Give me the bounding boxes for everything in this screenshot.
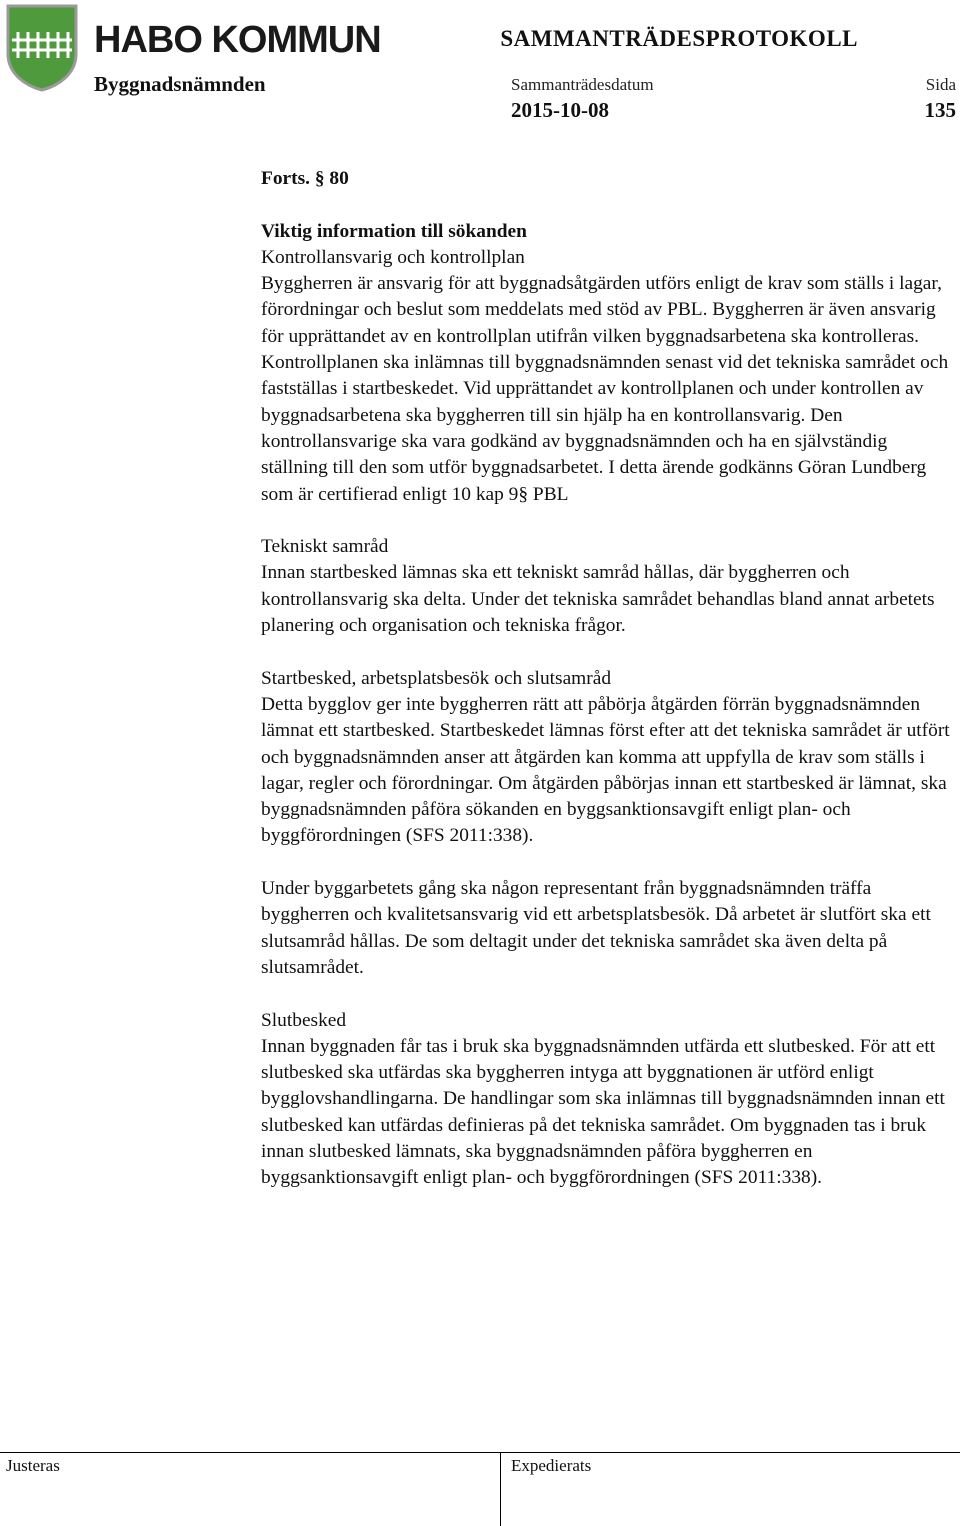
continuation-label: Forts. § 80 [261,168,349,189]
page-label: Sida [925,75,956,94]
section-title: Slutbesked [261,1009,347,1031]
section-paragraph: Byggherren är ansvarig för att byggnadsåtgärden utförs enligt de krav som ställs i lagar, förordningar och beslut som meddelats med stöd av PBL. Byggherren är även ansvarig för upprättandet av en kontrollplan utifrån vilken byggnadsarbetena ska kontrolleras. Kontrollplanen ska inlämnas till byggnadsnämnden senast vid det tekniska samrådet och fastställas i startbeskedet. Vid upprättandet av kontrollplanen och under kontrollen av byggnadsarbetena ska byggherren till sin hjälp ha en kontrollansvarig. Den kontrollansvarige ska vara godkänd av byggnadsnämnden och ha en självständig ställning till den som utför byggnadsarbetet. I detta ärende godkänns Göran Lundberg som är certifierad enligt 10 kap 9§ PBL [261,273,949,505]
section-title: Startbesked, arbetsplatsbesök och slutsamråd [261,667,612,689]
section-paragraph: Innan startbesked lämnas ska ett tekniskt samråd hållas, där byggherren och kontrollansvarig ska delta. Under det tekniska samrådet behandlas bland annat arbetets planering och organisation och tekniska frågor. [261,562,935,637]
section-title: Kontrollansvarig och kontrollplan [261,246,525,268]
page-number: 135 [924,98,956,122]
brand-name: HABO KOMMUN [94,19,381,61]
meeting-date-value: 2015-10-08 [511,98,609,122]
footer-rule [0,1452,960,1453]
habo-coat-of-arms-icon [6,4,78,92]
meeting-date-label: Sammanträdesdatum [511,75,654,94]
document-type: SAMMANTRÄDESPROTOKOLL [500,26,858,51]
section-paragraph: Innan byggnaden får tas i bruk ska byggnadsnämnden utfärda ett slutbesked. För att ett slutbesked ska utfärdas ska byggherren intyga att byggnationen är utförd enligt bygglovshandlingarna. De handlingar som ska inlämnas till byggnadsnämnden innan ett slutbesked kan utfärdas definieras på det tekniska samrådet. Om byggnaden tas i bruk innan slutbesked lämnats, ska byggnadsnämnden påföra byggherren en byggsanktionsavgift enligt plan- och byggförordningen (SFS 2011:338). [261,1035,945,1189]
dispatched-label: Expedierats [511,1456,592,1475]
footer-divider [500,1452,501,1526]
section-title: Tekniskt samråd [261,536,389,558]
document-body [261,166,957,1192]
main-heading: Viktig information till sökanden [261,220,527,242]
section-paragraph: Detta bygglov ger inte byggherren rätt att påbörja åtgärden förrän byggnadsnämnden lämnat ett startbesked. Startbeskedet lämnas först efter att det tekniska samrådet är utfört och byggnadsnämnden anser att åtgärden kan komma att uppfylla de krav som ställs i lagar, regler och förordningar. Om åtgärden påbörjas innan ett startbesked är lämnat, ska byggnadsnämnden påföra sökanden en byggsanktionsavgift enligt plan- och byggförordningen (SFS 2011:338). [261,693,950,847]
section-paragraph: Under byggarbetets gång ska någon representant från byggnadsnämnden träffa byggherren och kvalitetsansvarig vid ett arbetsplatsbesök. Då arbetet är slutfört ska ett slutsamråd hållas. De som deltagit under det tekniska samrådet ska även delta på slutsamrådet. [261,878,931,978]
adjusted-by-label: Justeras [6,1456,60,1475]
department: Byggnadsnämnden [94,72,266,96]
